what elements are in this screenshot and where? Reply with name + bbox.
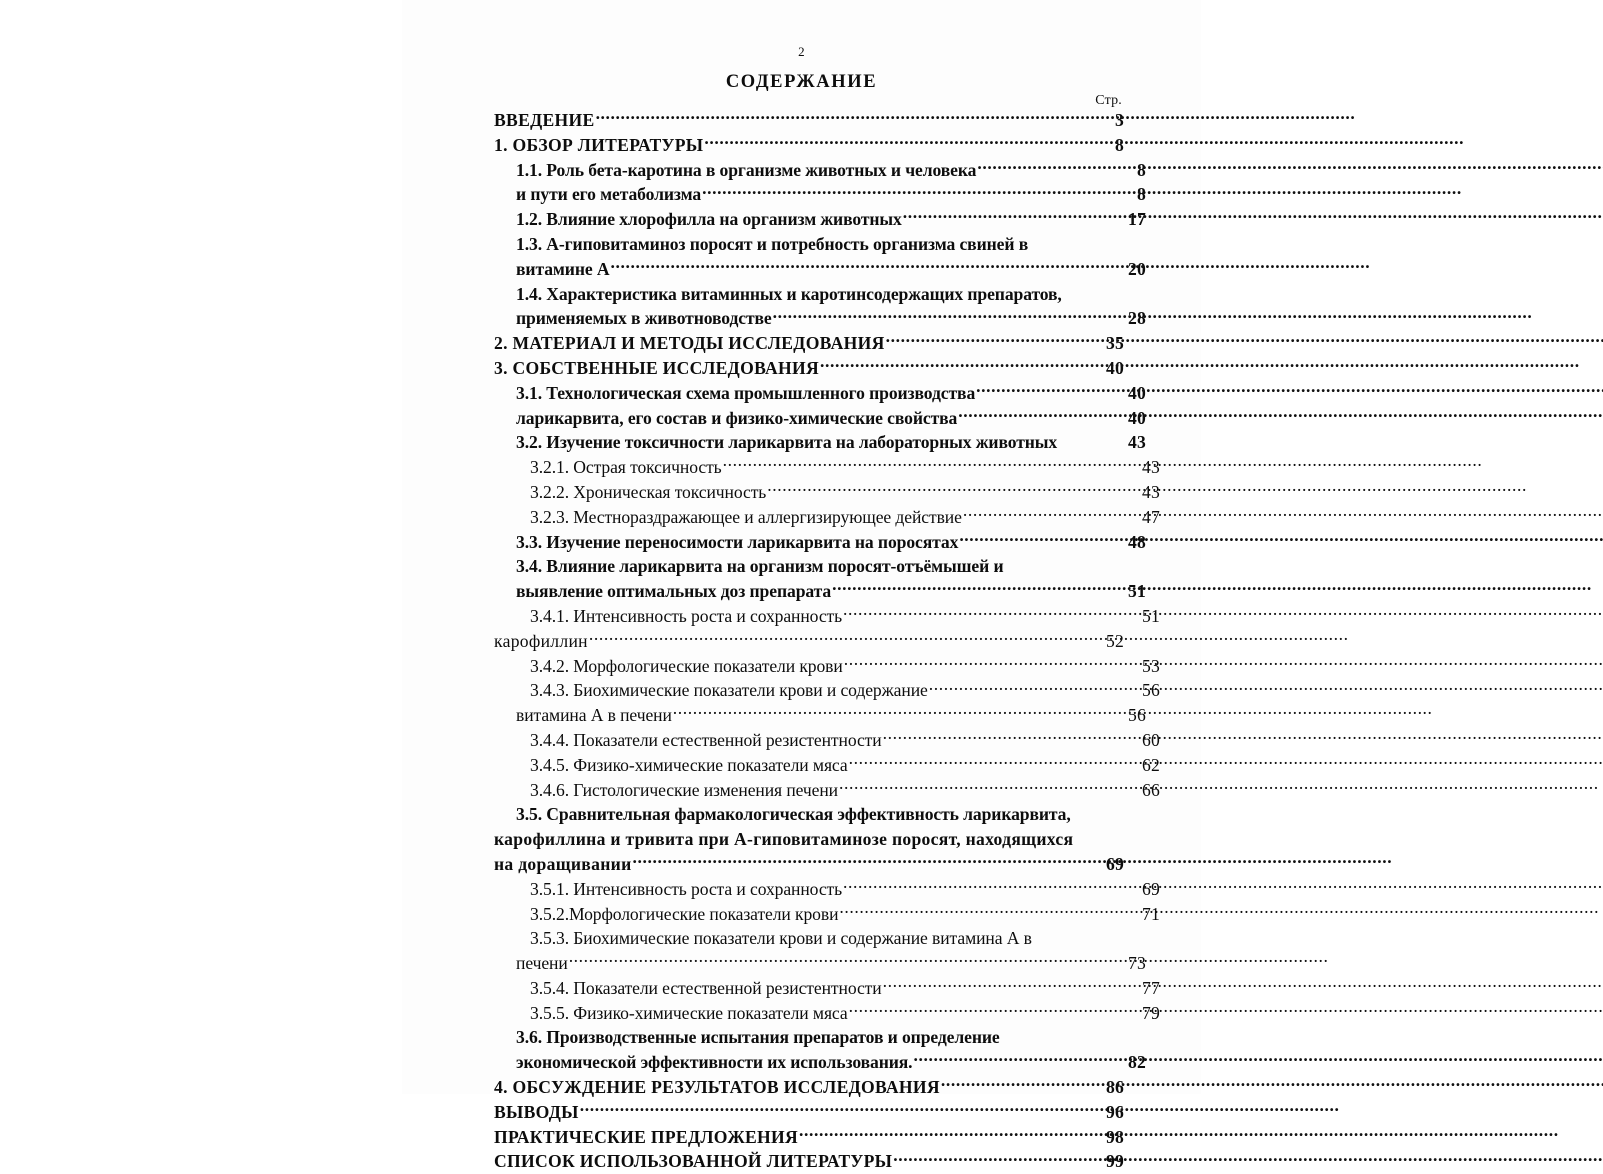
toc-entry-label: выявление оптимальных доз препарата [516,581,832,602]
toc-entry-page-number: 17 [1128,209,1146,230]
toc-dot-leader [723,456,1133,474]
toc-entry-page-number: 43 [1142,457,1160,478]
toc-entry-page-number: 53 [1142,655,1160,676]
toc-entry-label: 3.4.2. Морфологические показатели крови [530,655,843,676]
toc-entry-page-number: 99 [1106,1151,1124,1172]
toc-entry-page-number: 73 [1128,953,1146,974]
page-column-header: Стр. [1095,93,1122,108]
toc-entry-page-number: 40 [1128,382,1146,403]
toc-dot-leader [1074,828,1097,846]
toc-entry-page-number: 51 [1142,605,1160,626]
table-of-contents [494,108,1160,1174]
toc-entry-page-number: 3 [1115,110,1124,130]
toc-dot-leader [1005,555,1119,573]
toc-entry[interactable] [530,902,1160,927]
toc-entry[interactable] [516,207,1146,232]
toc-entry-page-number: 35 [1106,333,1124,354]
toc-entry-label: ПРАКТИЧЕСКИЕ ПРЕДЛОЖЕНИЯ [494,1126,799,1147]
toc-entry-page-number: 60 [1142,729,1160,750]
toc-dot-leader [589,629,1097,647]
toc-dot-leader [1029,232,1119,250]
toc-entry-label: карофиллин [494,630,588,651]
toc-dot-leader [1058,431,1119,449]
toc-entry[interactable] [516,802,1146,827]
toc-entry-page-number: 71 [1142,903,1160,924]
toc-entry-page-number: 47 [1142,506,1160,527]
toc-dot-leader [941,1075,1097,1093]
toc-entry-label: 3.5.3. Биохимические показатели крови и содержание витамина А в [530,928,1032,949]
toc-entry-label: и пути его метаболизма [516,184,702,205]
toc-entry-page-number: 86 [1106,1077,1124,1098]
toc-dot-leader [886,332,1097,350]
toc-entry-page-number: 40 [1128,407,1146,428]
toc-dot-leader [963,505,1133,523]
toc-entry-label: 3.5. Сравнительная фармакологическая эффективность ларикарвита, [516,804,1071,825]
toc-dot-leader [839,902,1133,920]
toc-entry-label: 3.4.1. Интенсивность роста и сохранность [530,605,843,626]
toc-entry[interactable] [516,257,1146,282]
toc-entry-label: витамине А [516,258,610,279]
toc-entry-label: 1.2. Влияние хлорофилла на организм животных [516,209,902,230]
toc-entry-label: СПИСОК ИСПОЛЬЗОВАННОЙ ЛИТЕРАТУРЫ [494,1151,893,1172]
toc-entry-label: 3.4.5. Физико-химические показатели мяса [530,754,848,775]
toc-dot-leader [849,1001,1133,1019]
toc-dot-leader [673,704,1119,722]
document-page [402,0,1201,1172]
toc-entry-label: 3.4. Влияние ларикарвита на организм поросят-отъёмышей и [516,556,1004,577]
toc-entry-page-number: 48 [1128,531,1146,552]
toc-dot-leader [839,778,1133,796]
toc-entry-label: 3.1. Технологическая схема промышленного производства [516,382,976,403]
toc-dot-leader [913,1051,1119,1069]
toc-dot-leader [976,381,1119,399]
toc-entry-label: 1. ОБЗОР ЛИТЕРАТУРЫ [494,134,704,155]
toc-dot-leader [799,1125,1097,1143]
toc-dot-leader [1072,803,1119,821]
toc-entry-label: ларикарвита, его состав и физико-химические свойства [516,407,958,428]
toc-dot-leader [702,183,1119,201]
toc-entry-page-number: 43 [1128,432,1146,453]
toc-entry-page-number: 62 [1142,754,1160,775]
toc-entry[interactable] [516,406,1146,431]
toc-entry-label: 3.2.1. Острая токсичность [530,457,722,478]
toc-entry-label: 3.5.1. Интенсивность роста и сохранность [530,878,843,899]
toc-entry-label: 4. ОБСУЖДЕНИЕ РЕЗУЛЬТАТОВ ИССЛЕДОВАНИЯ [494,1077,940,1098]
toc-dot-leader [959,530,1119,548]
toc-entry[interactable] [516,530,1146,555]
toc-dot-leader [903,208,1119,226]
toc-entry-label: 1.1. Роль бета-каротина в организме животных и человека [516,159,977,180]
toc-dot-leader [843,604,1133,622]
toc-dot-leader [773,307,1119,325]
toc-dot-leader [843,877,1133,895]
toc-entry-label: ВВЕДЕНИЕ [494,110,595,130]
toc-dot-leader [704,133,1097,151]
toc-entry-page-number: 56 [1142,680,1160,701]
toc-entry-page-number: 40 [1106,357,1124,378]
toc-entry-page-number: 77 [1142,977,1160,998]
toc-entry-label: 3.3. Изучение переносимости ларикарвита на поросятах [516,531,959,552]
toc-dot-leader [958,406,1119,424]
toc-entry-label: 3.5.2.Морфологические показатели крови [530,903,839,924]
toc-entry-page-number: 52 [1106,630,1124,651]
toc-entry-page-number: 28 [1128,308,1146,329]
toc-entry-page-number: 20 [1128,258,1146,279]
toc-entry-label: витамина А в печени [516,705,672,726]
page-title: СОДЕРЖАНИЕ [725,72,878,92]
toc-entry-label: ВЫВОДЫ [494,1101,579,1122]
toc-dot-leader [580,1100,1097,1118]
toc-entry-page-number: 43 [1142,481,1160,502]
toc-dot-leader [844,654,1133,672]
toc-dot-leader [767,480,1133,498]
toc-dot-leader [1001,1026,1119,1044]
toc-entry-page-number: 66 [1142,779,1160,800]
toc-entry-label: 3.2. Изучение токсичности ларикарвита на лабораторных животных [516,432,1058,453]
toc-dot-leader [610,257,1119,275]
toc-dot-leader [849,753,1133,771]
toc-entry-label: 3.5.4. Показатели естественной резистентности [530,977,882,998]
toc-dot-leader [883,728,1133,746]
toc-entry-label: 3.4.4. Показатели естественной резистентности [530,729,882,750]
toc-entry-label: карофиллина и тривита при А-гиповитаминозе поросят, находящихся [494,829,1074,850]
toc-dot-leader [929,679,1133,697]
toc-dot-leader [596,108,1097,126]
toc-entry-page-number: 69 [1106,853,1124,874]
toc-entry-label: применяемых в животноводстве [516,308,772,329]
toc-entry-label: 3. СОБСТВЕННЫЕ ИССЛЕДОВАНИЯ [494,357,819,378]
toc-dot-leader [832,580,1119,598]
toc-entry-page-number: 96 [1106,1101,1124,1122]
toc-entry-page-number: 79 [1142,1002,1160,1023]
toc-dot-leader [820,356,1097,374]
toc-entry-label: 2. МАТЕРИАЛ И МЕТОДЫ ИССЛЕДОВАНИЯ [494,333,885,354]
toc-entry-page-number: 98 [1106,1126,1124,1147]
toc-entry[interactable] [530,1001,1160,1026]
toc-dot-leader [893,1150,1097,1168]
toc-entry-label: экономической эффективности их использования. [516,1052,913,1073]
toc-dot-leader [633,852,1097,870]
toc-dot-leader [1063,282,1119,300]
toc-entry-page-number: 51 [1128,581,1146,602]
page-folio-number: 2 [798,44,805,59]
toc-entry-page-number: 69 [1142,878,1160,899]
toc-entry-label: 1.3. А-гиповитаминоз поросят и потребность организма свиней в [516,233,1029,254]
toc-entry-page-number: 82 [1128,1052,1146,1073]
toc-entry-page-number: 8 [1137,184,1146,205]
toc-entry-page-number: 56 [1128,705,1146,726]
toc-dot-leader [977,158,1119,176]
toc-entry-label: печени [516,953,568,974]
toc-entry-label: 3.4.3. Биохимические показатели крови и содержание [530,680,928,701]
toc-entry-label: 3.2.3. Местнораздражающее и аллергизирующее действие [530,506,962,527]
toc-entry-label: 3.4.6. Гистологические изменения печени [530,779,838,800]
toc-entry-label: 3.2.2. Хроническая токсичность [530,481,767,502]
toc-entry-page-number: 8 [1115,134,1124,155]
toc-entry-label: 1.4. Характеристика витаминных и каротинсодержащих препаратов, [516,283,1062,304]
toc-entry[interactable] [530,778,1160,803]
toc-dot-leader [883,976,1133,994]
toc-entry-label: 3.5.5. Физико-химические показатели мяса [530,1002,848,1023]
toc-dot-leader [569,952,1119,970]
toc-entry-label: на доращивании [494,853,632,874]
toc-entry[interactable] [494,1149,1124,1174]
toc-dot-leader [1033,927,1133,945]
toc-entry-label: 3.6. Производственные испытания препаратов и определение [516,1027,1000,1048]
toc-entry-page-number: 8 [1137,159,1146,180]
